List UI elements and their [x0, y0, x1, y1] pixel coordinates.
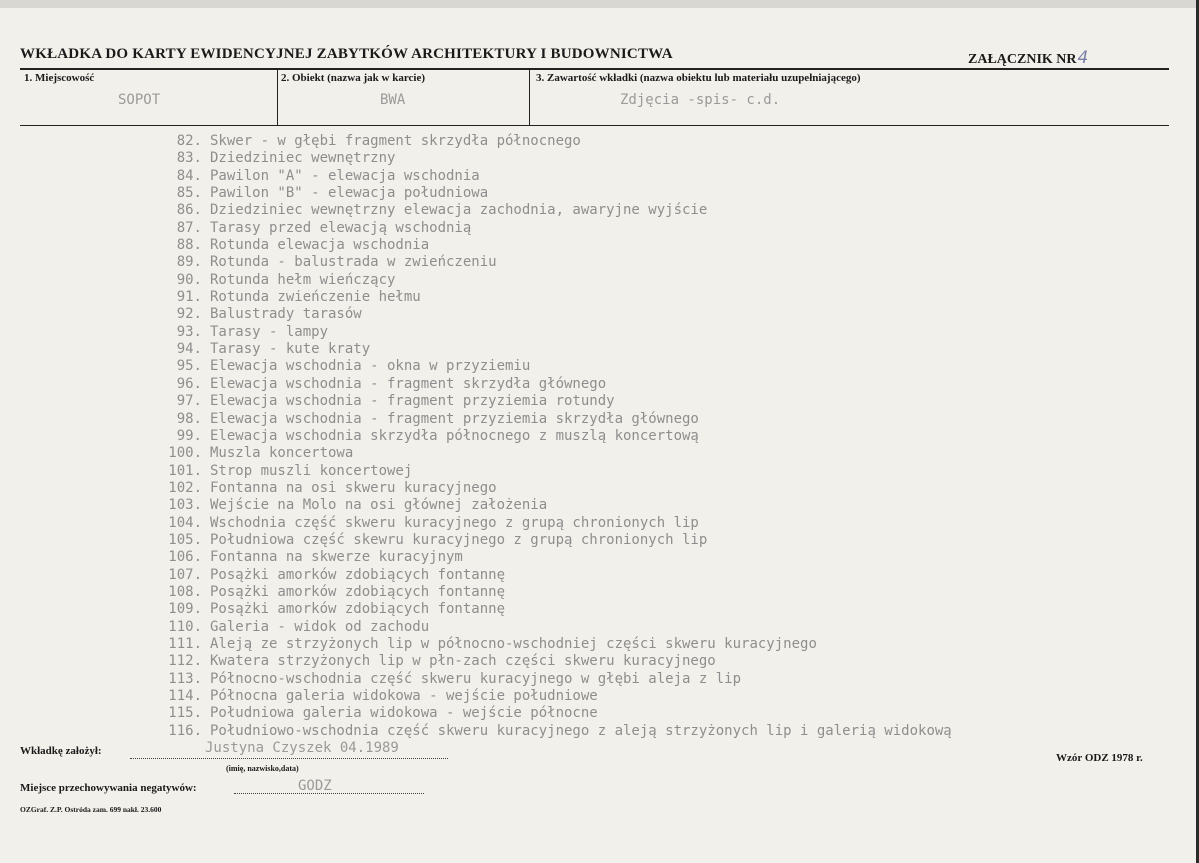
- item-number: 104.: [168, 514, 202, 531]
- locality-label: 1. Miejscowość: [24, 72, 95, 84]
- list-item: [158, 376, 952, 393]
- list-item: [158, 341, 952, 358]
- item-text: Fontanna na osi skweru kuracyjnego: [210, 479, 497, 496]
- photo-list: [158, 133, 952, 740]
- item-text: Elewacja wschodnia skrzydła północnego z muszlą koncertową: [210, 427, 699, 444]
- item-text: Aleją ze strzyżonych lip w północno-wschodniej części skweru kuracyjnego: [210, 635, 817, 652]
- item-number: 101.: [168, 462, 202, 479]
- list-item: [158, 549, 952, 566]
- list-item: [158, 411, 952, 428]
- item-number: 95.: [176, 358, 202, 375]
- item-text: Skwer - w głębi fragment skrzydła północnego: [210, 133, 581, 149]
- item-number: 105.: [168, 531, 202, 548]
- item-number: 100.: [168, 445, 202, 462]
- list-item: [158, 480, 952, 497]
- item-text: Północno-wschodnia część skweru kuracyjnego w głębi aleja z lip: [210, 670, 742, 687]
- field-divider-1: [277, 69, 278, 125]
- item-text: Fontanna na skwerze kuracyjnym: [210, 549, 463, 566]
- item-text: Północna galeria widokowa - wejście południowe: [210, 688, 598, 704]
- prepared-by-line: [130, 758, 448, 759]
- list-item: [158, 567, 952, 584]
- list-item: [158, 202, 952, 219]
- item-text: Strop muszli koncertowej: [210, 462, 413, 479]
- item-text: Południowa galeria widokowa - wejście północne: [210, 705, 598, 722]
- prepared-by-value: Justyna Czyszek 04.1989: [205, 740, 399, 756]
- list-item: [158, 220, 952, 237]
- list-item: [158, 584, 952, 601]
- storage-label: Miejsce przechowywania negatywów:: [20, 782, 197, 794]
- list-item: [158, 497, 952, 514]
- item-text: Posążki amorków zdobiących fontannę: [210, 601, 506, 618]
- list-item: [158, 688, 952, 705]
- list-item: [158, 445, 952, 462]
- list-item: [158, 393, 952, 410]
- field-divider-2: [529, 69, 530, 125]
- list-item: [158, 150, 952, 167]
- locality-value: SOPOT: [118, 92, 161, 108]
- item-text: Muszla koncertowa: [210, 445, 354, 462]
- item-text: Elewacja wschodnia - okna w przyziemiu: [210, 358, 531, 375]
- object-value: BWA: [380, 92, 406, 108]
- list-item: [158, 185, 952, 202]
- item-text: Rotunda elewacja wschodnia: [210, 237, 430, 254]
- list-item: [158, 289, 952, 306]
- item-text: Pawilon "B" - elewacja południowa: [210, 185, 489, 202]
- list-item: [158, 428, 952, 445]
- item-number: 96.: [176, 375, 202, 392]
- item-number: 116.: [168, 722, 202, 739]
- list-item: [158, 705, 952, 722]
- item-text: Galeria - widok od zachodu: [210, 618, 430, 635]
- item-text: Rotunda zwieńczenie hełmu: [210, 289, 421, 306]
- form-title: WKŁADKA DO KARTY EWIDENCYJNEJ ZABYTKÓW ARCHITEKTURY I BUDOWNICTWA: [20, 46, 673, 62]
- item-number: 98.: [176, 410, 202, 427]
- item-text: Południowo-wschodnia część skweru kuracyjnego z aleją strzyżonych lip i galerią widokową: [210, 722, 952, 739]
- list-item: [158, 601, 952, 618]
- item-text: Wschodnia część skweru kuracyjnego z grupą chronionych lip: [210, 514, 699, 531]
- item-number: 84.: [176, 167, 202, 184]
- item-number: 114.: [168, 688, 202, 704]
- item-number: 83.: [176, 150, 202, 167]
- list-item: [158, 653, 952, 670]
- list-item: [158, 358, 952, 375]
- list-item: [158, 636, 952, 653]
- item-number: 91.: [176, 289, 202, 306]
- list-item: [158, 272, 952, 289]
- item-number: 113.: [168, 670, 202, 687]
- list-item: [158, 254, 952, 271]
- item-number: 109.: [168, 601, 202, 618]
- list-item: [158, 532, 952, 549]
- appendix-label: [968, 48, 1088, 68]
- contents-label: 3. Zawartość wkładki (nazwa obiektu lub materiału uzupełniającego): [536, 72, 861, 84]
- list-item: [158, 619, 952, 636]
- item-text: Dziedziniec wewnętrzny: [210, 150, 396, 167]
- item-number: 97.: [176, 393, 202, 410]
- list-item: [158, 237, 952, 254]
- item-text: Tarasy - lampy: [210, 323, 329, 340]
- item-number: 88.: [176, 237, 202, 254]
- item-text: Posążki amorków zdobiących fontannę: [210, 566, 506, 583]
- item-text: Elewacja wschodnia - fragment skrzydła głównego: [210, 375, 607, 392]
- header-rule-top: [20, 68, 1169, 70]
- list-item: [158, 723, 952, 740]
- item-number: 110.: [168, 618, 202, 635]
- item-text: Tarasy - kute kraty: [210, 341, 371, 358]
- item-number: 82.: [176, 133, 202, 149]
- item-number: 106.: [168, 549, 202, 566]
- item-number: 89.: [176, 254, 202, 271]
- item-number: 87.: [176, 219, 202, 236]
- item-text: Elewacja wschodnia - fragment przyziemia skrzydła głównego: [210, 410, 699, 427]
- item-text: Dziedziniec wewnętrzny elewacja zachodnia, awaryjne wyjście: [210, 202, 708, 219]
- appendix-label-text: ZAŁĄCZNIK NR: [968, 52, 1077, 67]
- item-number: 93.: [176, 323, 202, 340]
- item-number: 112.: [168, 653, 202, 670]
- item-text: Pawilon "A" - elewacja wschodnia: [210, 167, 480, 184]
- form-template-label: Wzór ODZ 1978 r.: [1056, 752, 1143, 764]
- item-text: Wejście na Molo na osi głównej założenia: [210, 497, 548, 514]
- item-text: Posążki amorków zdobiących fontannę: [210, 583, 506, 600]
- prepared-by-hint: (imię, nazwisko,data): [226, 764, 299, 773]
- item-number: 103.: [168, 497, 202, 514]
- item-number: 85.: [176, 185, 202, 202]
- list-item: [158, 168, 952, 185]
- list-item: [158, 133, 952, 150]
- item-text: Balustrady tarasów: [210, 306, 362, 323]
- item-number: 92.: [176, 306, 202, 323]
- item-text: Rotunda - balustrada w zwieńczeniu: [210, 254, 497, 271]
- list-item: [158, 671, 952, 688]
- printer-imprint: OZGraf. Z.P. Ostróda zam. 699 nakł. 23.600: [20, 805, 162, 814]
- item-text: Rotunda hełm wieńczący: [210, 271, 396, 288]
- item-number: 102.: [168, 479, 202, 496]
- item-number: 86.: [176, 202, 202, 219]
- header-rule-bottom: [20, 125, 1169, 126]
- list-item: [158, 306, 952, 323]
- item-number: 107.: [168, 566, 202, 583]
- item-text: Elewacja wschodnia - fragment przyziemia rotundy: [210, 393, 615, 410]
- item-text: Tarasy przed elewacją wschodnią: [210, 219, 472, 236]
- list-item: [158, 324, 952, 341]
- storage-value: GODZ: [298, 778, 332, 794]
- item-number: 115.: [168, 705, 202, 722]
- scan-top-edge: [0, 0, 1199, 8]
- item-number: 111.: [168, 635, 202, 652]
- list-item: [158, 463, 952, 480]
- item-number: 90.: [176, 271, 202, 288]
- item-text: Kwatera strzyżonych lip w płn-zach części skweru kuracyjnego: [210, 653, 716, 670]
- object-label: 2. Obiekt (nazwa jak w karcie): [281, 72, 426, 84]
- appendix-number: 4: [1077, 48, 1089, 68]
- item-number: 108.: [168, 583, 202, 600]
- item-text: Południowa część skewru kuracyjnego z grupą chronionych lip: [210, 531, 708, 548]
- item-number: 94.: [176, 341, 202, 358]
- list-item: [158, 515, 952, 532]
- contents-value: Zdjęcia -spis- c.d.: [620, 92, 781, 108]
- item-number: 99.: [176, 427, 202, 444]
- prepared-by-label: Wkładkę założył:: [20, 745, 102, 757]
